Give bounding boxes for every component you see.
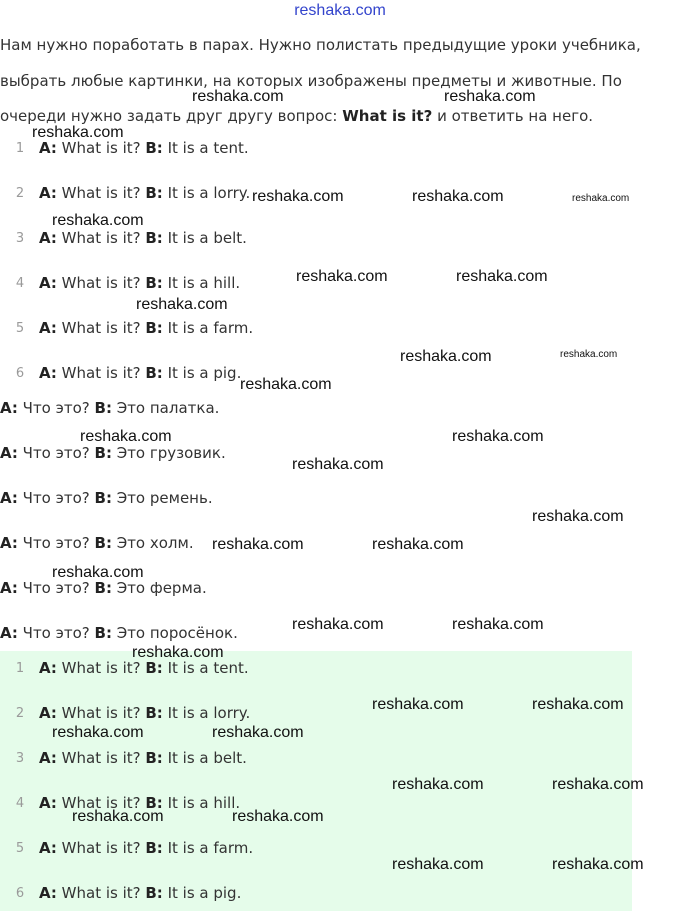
task-instructions	[0, 28, 680, 135]
dialog-item	[0, 884, 680, 911]
item-text: A: What is it? B: It is a tent.	[39, 659, 249, 677]
watermark: reshaka.com	[400, 348, 492, 365]
item-number: 3	[15, 231, 25, 246]
item-number: 6	[15, 886, 25, 901]
item-number: 4	[15, 276, 25, 291]
watermark: reshaka.com	[372, 536, 464, 553]
item-text: A: What is it? B: It is a hill.	[39, 794, 241, 812]
item-text: A: What is it? B: It is a farm.	[39, 839, 254, 857]
watermark: reshaka.com	[52, 724, 144, 741]
watermark: reshaka.com	[232, 808, 324, 825]
instructions-line-2: выбрать любые картинки, на которых изображены предметы и животные. По	[0, 71, 622, 90]
translation-row: A: Что это? B: Это ферма.	[0, 579, 207, 597]
watermark: reshaka.com	[412, 188, 504, 205]
translation-row: A: Что это? B: Это поросёнок.	[0, 624, 238, 642]
watermark: reshaka.com	[392, 856, 484, 873]
translation-row: A: Что это? B: Это грузовик.	[0, 444, 226, 462]
item-text: A: What is it? B: It is a belt.	[39, 229, 247, 247]
item-text: A: What is it? B: It is a belt.	[39, 749, 247, 767]
translation-row: A: Что это? B: Это ремень.	[0, 489, 213, 507]
watermark: reshaka.com	[292, 616, 384, 633]
watermark: reshaka.com	[560, 349, 618, 360]
item-number: 2	[15, 706, 25, 721]
item-number: 1	[15, 141, 25, 156]
watermark: reshaka.com	[456, 268, 548, 285]
watermark: reshaka.com	[132, 644, 224, 661]
item-text: A: What is it? B: It is a pig.	[39, 364, 242, 382]
item-number: 1	[15, 661, 25, 676]
item-text: A: What is it? B: It is a farm.	[39, 319, 254, 337]
watermark: reshaka.com	[296, 268, 388, 285]
watermark: reshaka.com	[292, 456, 384, 473]
watermark: reshaka.com	[212, 536, 304, 553]
watermark: reshaka.com	[452, 428, 544, 445]
item-number: 6	[15, 366, 25, 381]
item-number: 4	[15, 796, 25, 811]
watermark: reshaka.com	[32, 124, 124, 141]
item-text: A: What is it? B: It is a lorry.	[39, 704, 251, 722]
item-text: A: What is it? B: It is a lorry.	[39, 184, 251, 202]
item-number: 5	[15, 841, 25, 856]
watermark: reshaka.com	[212, 724, 304, 741]
item-text: A: What is it? B: It is a hill.	[39, 274, 241, 292]
watermark: reshaka.com	[532, 696, 624, 713]
watermark: reshaka.com	[252, 188, 344, 205]
watermark: reshaka.com	[444, 88, 536, 105]
watermark: reshaka.com	[372, 696, 464, 713]
watermark: reshaka.com	[52, 564, 144, 581]
watermark: reshaka.com	[80, 428, 172, 445]
instructions-question: What is it?	[342, 107, 433, 125]
item-number: 2	[15, 186, 25, 201]
translation-row: A: Что это? B: Это холм.	[0, 534, 194, 552]
site-header-link[interactable]: reshaka.com	[294, 2, 386, 19]
watermark: reshaka.com	[532, 508, 624, 525]
watermark: reshaka.com	[452, 616, 544, 633]
instructions-text-end: и ответить на него.	[432, 107, 594, 125]
watermark: reshaka.com	[552, 856, 644, 873]
watermark: reshaka.com	[392, 776, 484, 793]
dialog-item	[0, 139, 680, 184]
watermark: reshaka.com	[572, 193, 630, 204]
watermark: reshaka.com	[552, 776, 644, 793]
instructions-line-1: Нам нужно поработать в парах. Нужно полистать предыдущие уроки учебника,	[0, 36, 641, 54]
instructions-text: очереди нужно задать друг другу вопрос:	[0, 107, 343, 125]
item-number: 5	[15, 321, 25, 336]
watermark: reshaka.com	[192, 88, 284, 105]
watermark: reshaka.com	[72, 808, 164, 825]
item-text: A: What is it? B: It is a tent.	[39, 139, 249, 157]
item-text: A: What is it? B: It is a pig.	[39, 884, 242, 902]
item-number: 3	[15, 751, 25, 766]
watermark: reshaka.com	[52, 212, 144, 229]
watermark: reshaka.com	[240, 376, 332, 393]
translation-row: A: Что это? B: Это палатка.	[0, 399, 220, 417]
watermark: reshaka.com	[136, 296, 228, 313]
